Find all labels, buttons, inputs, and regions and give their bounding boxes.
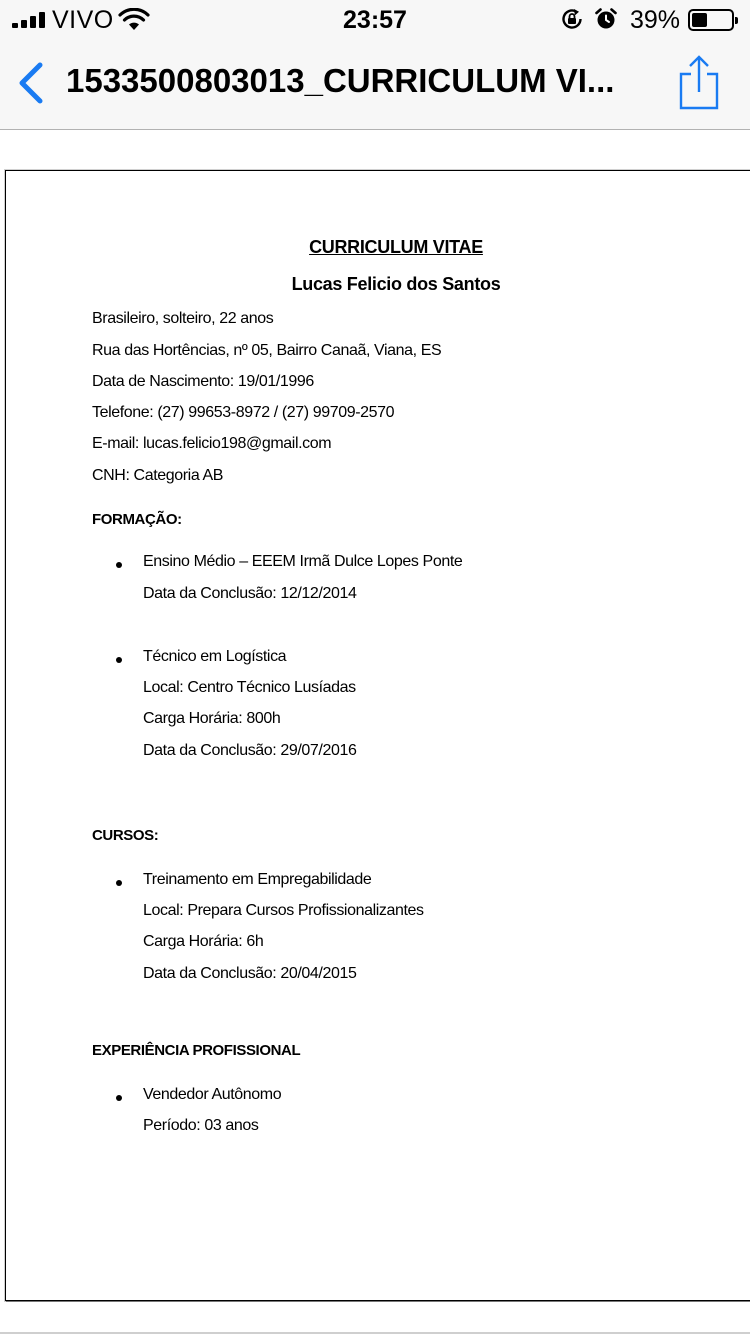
bullet-icon	[116, 880, 122, 886]
back-button[interactable]	[10, 58, 54, 108]
list-item-detail: Data da Conclusão: 20/04/2015	[143, 965, 357, 982]
list-item-detail: Carga Horária: 800h	[143, 710, 281, 727]
list-item-detail: Local: Prepara Cursos Profissionalizantes	[143, 902, 424, 919]
section-heading-formacao: FORMAÇÃO:	[92, 511, 182, 528]
personal-info-line: Brasileiro, solteiro, 22 anos	[92, 310, 274, 327]
chevron-left-icon	[10, 58, 54, 108]
section-heading-experiencia: EXPERIÊNCIA PROFISSIONAL	[92, 1042, 301, 1059]
alarm-icon	[594, 7, 618, 31]
status-bar	[0, 0, 750, 40]
rotation-lock-icon	[560, 7, 584, 31]
bullet-icon	[116, 657, 122, 663]
list-item-detail: Data da Conclusão: 12/12/2014	[143, 585, 357, 602]
navigation-bar	[0, 40, 750, 130]
bullet-icon	[116, 1095, 122, 1101]
battery-percentage: 39%	[630, 6, 681, 34]
list-item-detail: Data da Conclusão: 29/07/2016	[143, 742, 357, 759]
list-item-detail: Período: 03 anos	[143, 1117, 259, 1134]
list-item-title: Treinamento em Empregabilidade	[143, 871, 372, 888]
share-button[interactable]	[674, 54, 724, 114]
document-title: 1533500803013_CURRICULUM VI...	[66, 62, 615, 99]
document-viewer[interactable]	[0, 131, 750, 1334]
license-line: CNH: Categoria AB	[92, 467, 224, 484]
section-heading-cursos: CURSOS:	[92, 827, 159, 844]
document-page	[5, 170, 750, 1301]
address-line: Rua das Hortências, nº 05, Bairro Canaã, Viana, ES	[92, 342, 442, 359]
email-line: E-mail: lucas.felicio198@gmail.com	[92, 435, 332, 452]
carrier-name: VIVO	[52, 6, 114, 34]
list-item-detail: Local: Centro Técnico Lusíadas	[143, 679, 356, 696]
list-item-detail: Carga Horária: 6h	[143, 933, 264, 950]
list-item-title: Técnico em Logística	[143, 648, 287, 665]
bullet-icon	[116, 562, 122, 568]
list-item-title: Vendedor Autônomo	[143, 1086, 282, 1103]
resume-heading: CURRICULUM VITAE	[309, 237, 483, 257]
list-item-title: Ensino Médio – EEEM Irmã Dulce Lopes Ponte	[143, 553, 463, 570]
clock: 23:57	[343, 6, 407, 34]
share-icon	[674, 54, 724, 114]
candidate-name: Lucas Felicio dos Santos	[291, 274, 501, 294]
battery-icon	[688, 9, 734, 31]
birth-date-line: Data de Nascimento: 19/01/1996	[92, 373, 314, 390]
phone-line: Telefone: (27) 99653-8972 / (27) 99709-2570	[92, 404, 395, 421]
